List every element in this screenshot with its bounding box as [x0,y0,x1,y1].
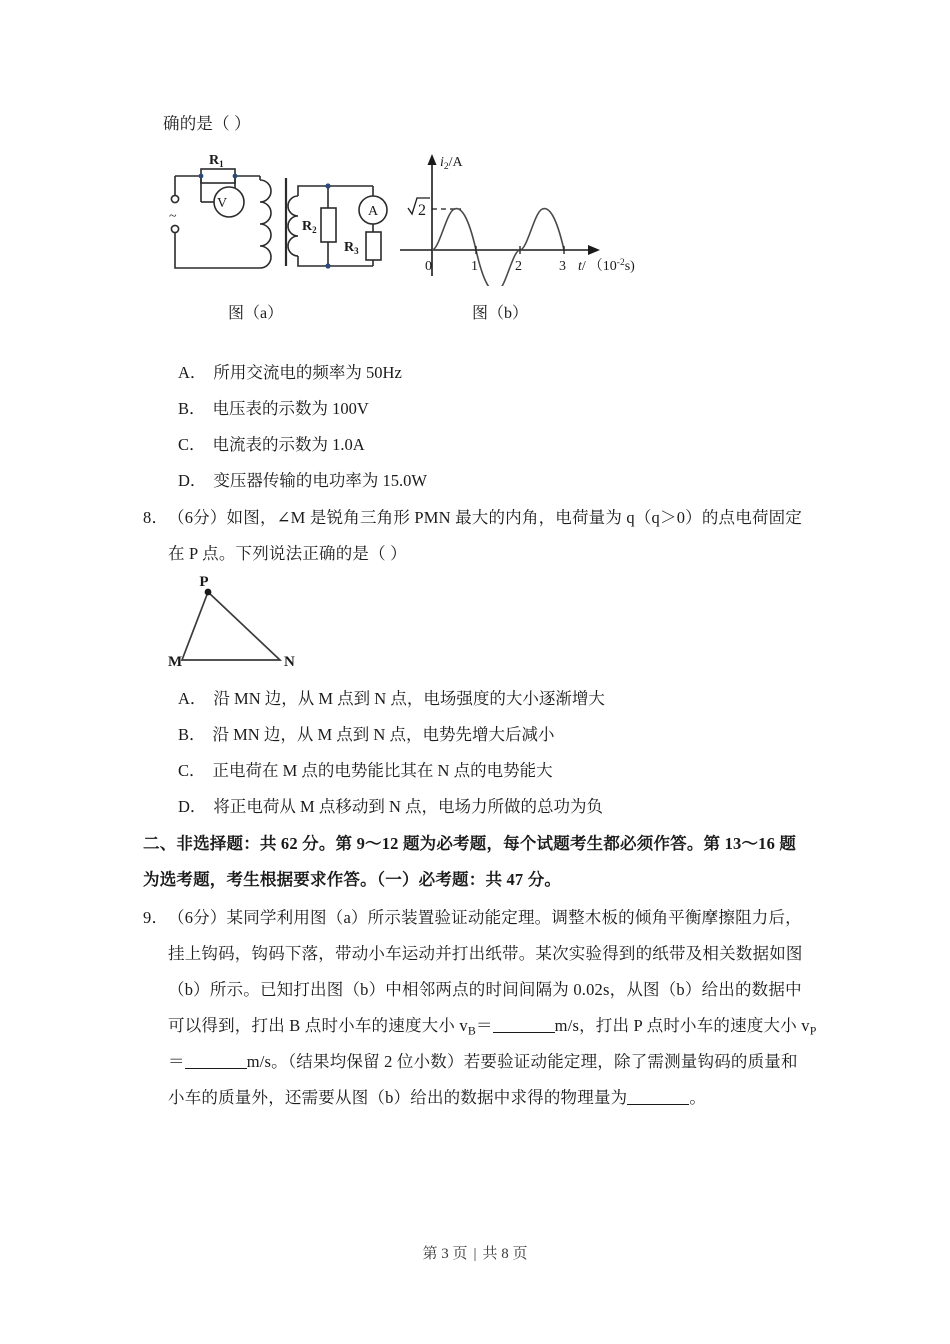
voltmeter-label: V [216,196,228,211]
sine-wave-cycle-2 [520,209,564,250]
q8-option-b-label: B． [178,725,206,744]
footer-current-page: 第 3 页 [422,1246,468,1262]
triangle-vertex-p: P [199,574,209,590]
q9-blank-vb[interactable] [493,1032,555,1033]
triangle-vertex-m: M [168,654,183,670]
footer-total-pages: 共 8 页 [482,1246,528,1262]
q9-line4-equals: ＝ [475,1016,493,1035]
footer-separator: | [473,1246,477,1262]
x-axis-label: t/ $(10^{-2}s)$ [578,258,635,274]
triangle-vertex-n: N [284,654,295,670]
q8-option-b[interactable] [178,717,554,753]
q9-line3: （b）所示。已知打出图（b）中相邻两点的时间间隔为 0.02s，从图（b）给出的数据中 [168,980,802,999]
x-tick-3: 3 [559,259,566,274]
circuit-label-r1: $R_1$ [209,153,224,169]
question7-stem-tail: 确的是（ ） [163,114,251,133]
svg-text:2: 2 [418,202,426,219]
page-footer [0,1242,950,1263]
q9-line5 [168,1044,798,1080]
figure-a-caption: 图（a） [228,305,284,322]
ac-source-icon: ~ [169,209,177,224]
q8-option-d-label: D． [178,797,207,816]
q7-option-d-label: D． [178,471,207,490]
q9-line5-part-b: m/s。（结果均保留 2 位小数）若要验证动能定理，除了需测量钩码的质量和 [246,1052,798,1071]
q7-option-c-label: C． [178,435,206,454]
figure-b-chart [392,146,677,286]
q9-number: 9． [143,908,169,927]
q7-option-a[interactable] [178,355,402,391]
q8-option-d[interactable] [178,789,603,825]
y-tick-sqrt2 [408,198,430,219]
q7-option-d[interactable] [178,463,427,499]
circuit-label-r2: $R_2$ [302,219,317,235]
q7-option-a-text: 所用交流电的频率为 50Hz [213,363,402,382]
q7-option-c-text: 电流表的示数为 1.0A [212,435,365,454]
q7-option-b[interactable] [178,391,369,427]
q8-option-c-text: 正电荷在 M 点的电势能比其在 N 点的电势能大 [212,761,553,780]
q9-line6-period: 。 [689,1088,707,1107]
q7-option-b-label: B． [178,399,206,418]
x-tick-0: 0 [425,259,432,274]
section2-line2: 为选考题，考生根据要求作答。（一）必考题：共 47 分。 [143,870,562,889]
q7-option-c[interactable] [178,427,365,463]
q8-option-b-text: 沿 MN 边，从 M 点到 N 点，电势先增大后减小 [212,725,555,744]
q8-option-c[interactable] [178,753,553,789]
q8-option-d-text: 将正电荷从 M 点移动到 N 点，电场力所做的总功为负 [213,797,604,816]
q8-option-c-label: C． [178,761,206,780]
q8-stem-line2: 在 P 点。下列说法正确的是（ ） [168,544,407,563]
q9-line4 [168,1008,817,1048]
q9-line4-subscript-b: B [467,1023,476,1038]
q9-line5-equals: ＝ [168,1052,185,1071]
q7-option-b-text: 电压表的示数为 100V [212,399,369,418]
figure-triangle-pmn [160,572,340,677]
q8-option-a-text: 沿 MN 边，从 M 点到 N 点，电场强度的大小逐渐增大 [213,689,605,708]
q9-line2: 挂上钩码，钩码下落，带动小车运动并打出纸带。某次实验得到的纸带及相关数据如图 [168,944,803,963]
q9-line4-part-c: m/s，打出 P 点时小车的速度大小 v [554,1016,810,1035]
x-tick-2: 2 [515,259,522,274]
x-tick-1: 1 [471,259,478,274]
circuit-label-r3: $R_3$ [344,240,359,256]
q9-line4-part-a: 可以得到，打出 B 点时小车的速度大小 v [168,1016,468,1035]
y-axis-label: $i_2/A$ [440,155,463,172]
q8-stem-line1: （6分）如图，∠M 是锐角三角形 PMN 最大的内角，电荷量为 q（q＞0）的点电荷固定 [168,508,803,527]
figure-a-circuit [165,152,390,292]
q9-line6-part-a: 小车的质量外，还需要从图（b）给出的数据中求得的物理量为 [168,1088,628,1107]
current-time-graph [392,146,677,286]
q7-option-d-text: 变压器传输的电功率为 15.0W [213,471,427,490]
q8-option-a-label: A． [178,689,207,708]
ammeter-label: A [367,204,379,219]
figure-b-caption: 图（b） [472,305,529,322]
q7-option-a-label: A． [178,363,207,382]
q8-option-a[interactable] [178,681,605,717]
q9-line6 [168,1080,706,1116]
q9-blank-vp[interactable] [185,1068,247,1069]
q9-blank-quantity[interactable] [627,1104,689,1105]
q9-line4-subscript-p: P [809,1023,817,1038]
q9-line1: （6分）某同学利用图（a）所示装置验证动能定理。调整木板的倾角平衡摩擦阻力后， [168,908,802,927]
section2-line1: 二、非选择题：共 62 分。第 9～12 题为必考题，每个试题考生都必须作答。第 13～16 题 [143,834,797,853]
q8-number: 8． [143,508,169,527]
